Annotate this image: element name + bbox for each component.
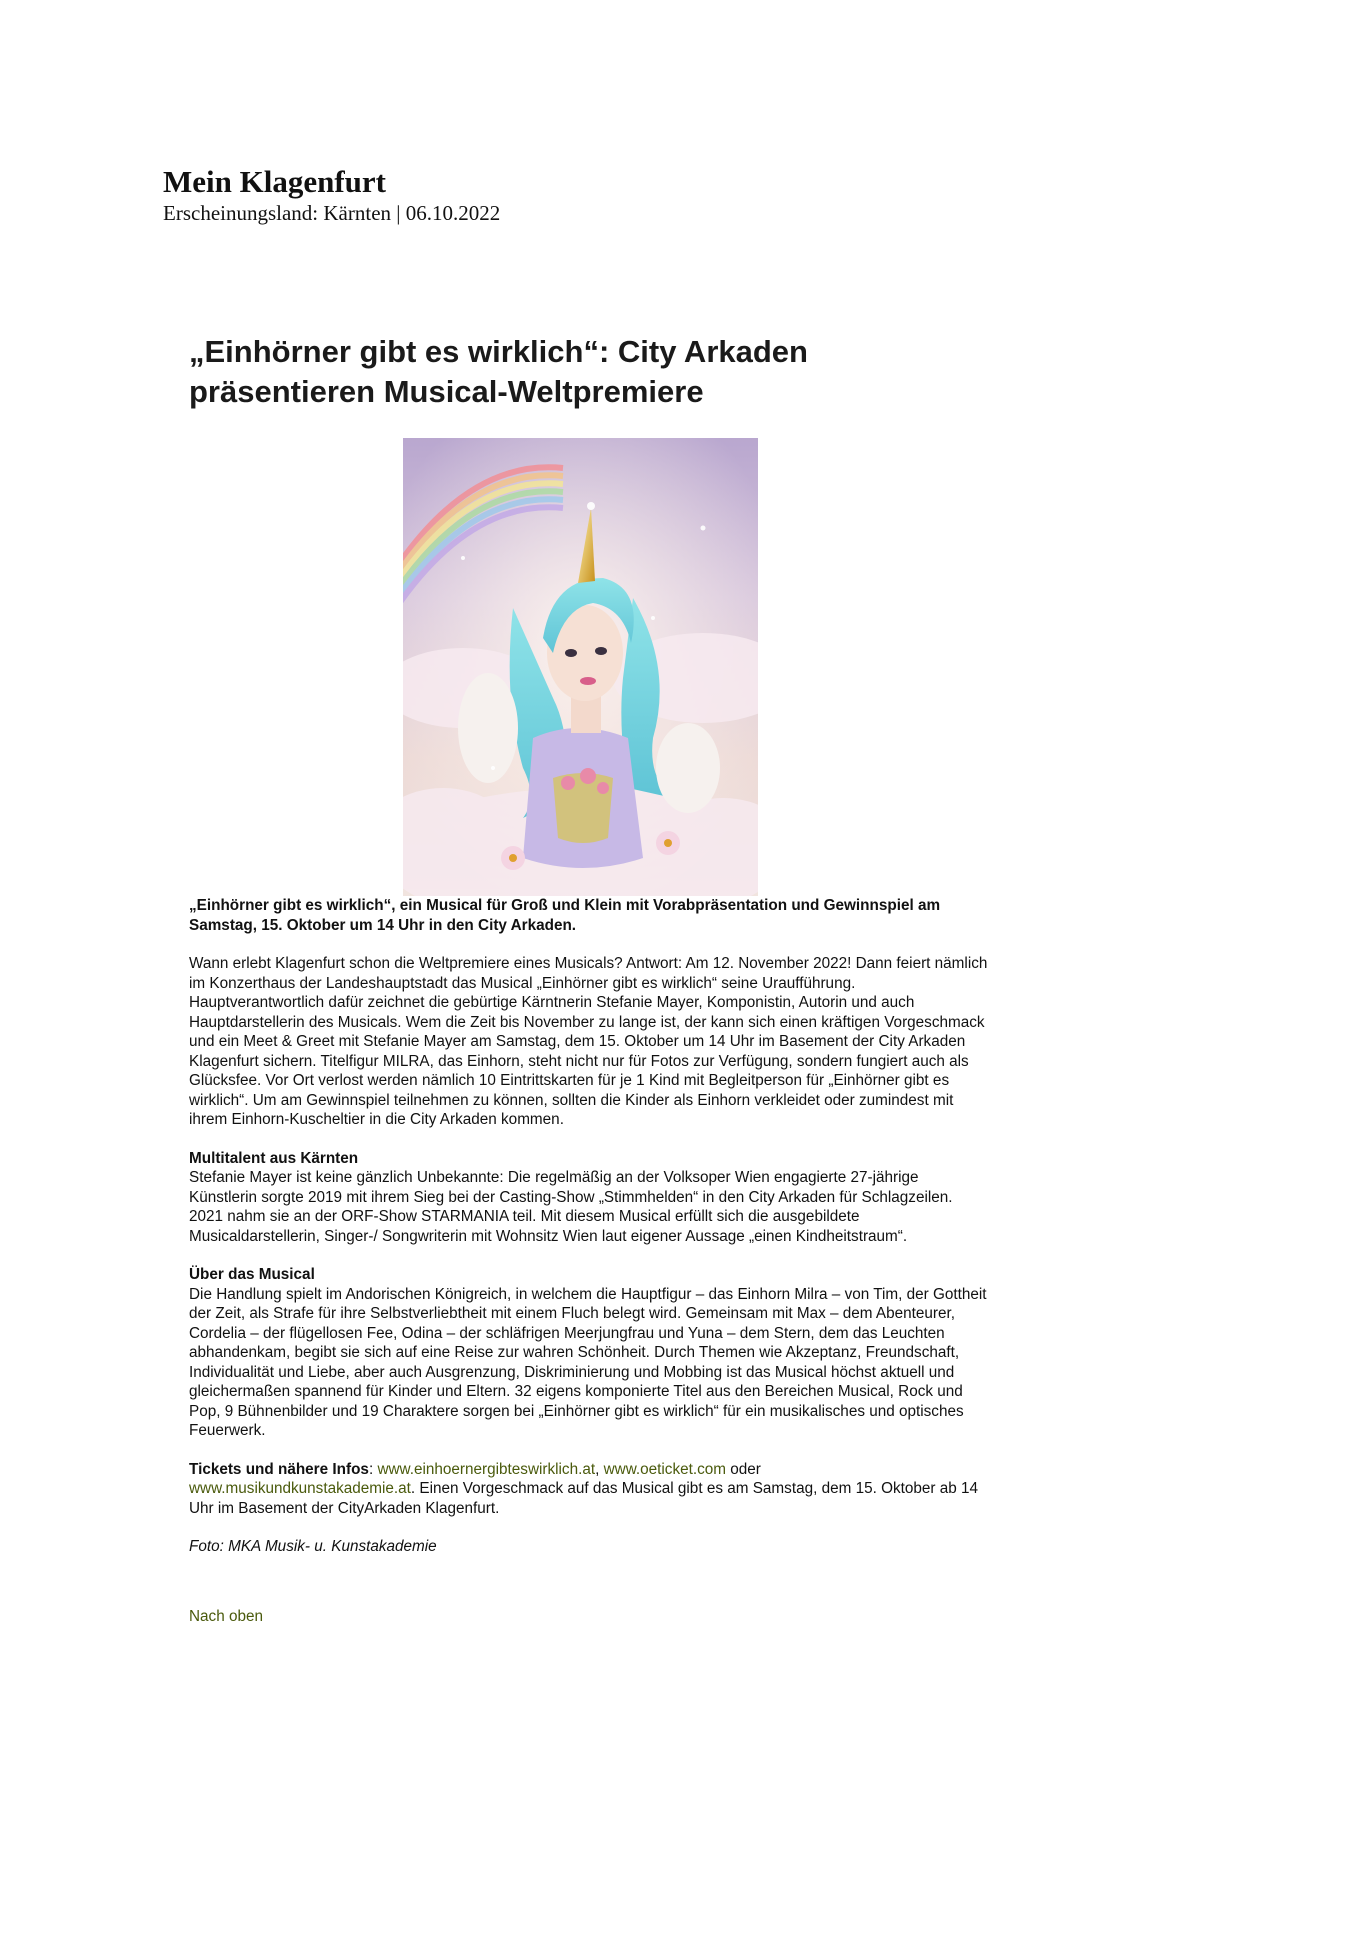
publication-name: Mein Klagenfurt <box>163 164 386 199</box>
article-photo <box>403 438 758 896</box>
tickets-colon: : <box>368 1460 378 1478</box>
tickets-oder: oder <box>726 1460 761 1478</box>
tickets-rest: . Einen Vorgeschmack auf das Musical gibt es am Samstag, dem 15. Oktober ab 14 Uhr im Basement der CityArkaden Klagenfurt. <box>189 1480 979 1517</box>
article-intro: Wann erlebt Klagenfurt schon die Weltpremiere eines Musicals? Antwort: Am 12. November 2022! Dann feiert nämlich im Konzerthaus der Landeshauptstadt das Musical „Einhörner gibt es wirklich“ seine Uraufführung. Hauptverantwortlich dafür zeichnet die gebürtige Kärntnerin Stefanie Mayer, Komponistin, Autorin und auch Hauptdarstellerin des Musicals. Wem die Zeit bis November zu lange ist, der kann sich einen kräftigen Vorgeschmack und ein Meet & Greet mit Stefanie Mayer am Samstag, dem 15. Oktober um 14 Uhr im Basement der City Arkaden Klagenfurt sichern. Titelfigur MILRA, das Einhorn, steht nicht nur für Fotos zur Verfügung, sondern fungiert auch als Glücksfee. Vor Ort verlost werden nämlich 10 Eintrittskarten für je 1 Kind mit Begleitperson für „Einhörner gibt es wirklich“. Um am Gewinnspiel teilnehmen zu können, sollten die Kinder als Einhorn verkleidet oder zumindest mit ihrem Einhorn-Kuscheltier in die City Arkaden kommen. <box>189 955 988 1128</box>
link-oeticket[interactable]: www.oeticket.com <box>603 1460 727 1478</box>
tickets-label: Tickets und nähere Infos <box>189 1460 369 1478</box>
section-body-musical: Die Handlung spielt im Andorischen Königreich, in welchem die Hauptfigur – das Einhorn Milra – von Tim, der Gottheit der Zeit, als Strafe für ihre Selbstverliebtheit mit einem Fluch belegt wird. Gemeinsam mit Max – dem Abenteurer, Cordelia – der flügellosen Fee, Odina – der schläfrigen Meerjungfrau und Yuna – dem Stern, dem das Leuchten abhandenkam, begibt sie sich auf eine Reise zur wahren Schönheit. Durch Themen wie Akzeptanz, Freundschaft, Individualität und Liebe, aber auch Ausgrenzung, Diskriminierung und Mobbing ist das Musical höchst aktuell und gleichermaßen spannend für Kinder und Eltern. 32 eigens komponierte Titel aus den Bereichen Musical, Rock und Pop, 9 Bühnenbilder und 19 Charaktere sorgen bei „Einhörner gibt es wirklich“ für ein musikalisches und optisches Feuerwerk. <box>189 1285 987 1439</box>
section-heading-multitalent: Multitalent aus Kärnten <box>189 1149 359 1167</box>
section-heading-musical: Über das Musical <box>189 1266 315 1283</box>
tickets-paragraph <box>189 1460 989 1519</box>
masthead <box>163 164 500 226</box>
section-body-multitalent: Stefanie Mayer ist keine gänzlich Unbekannte: Die regelmäßig an der Volksoper Wien engagierte 27-jährige Künstlerin sorgte 2019 mit ihrem Sieg bei der Casting-Show „Stimmhelden“ in den City Arkaden für Schlagzeilen. 2021 nahm sie an der ORF-Show STARMANIA teil. Mit diesem Musical erfüllt sich die ausgebildete Musicaldarstellerin, Singer-/ Songwriterin mit Wohnsitz Wien laut eigener Aussage „einen Kindheitstraum“. <box>189 1169 953 1245</box>
article-headline: „Einhörner gibt es wirklich“: City Arkaden präsentieren Musical-Weltpremiere <box>189 334 808 409</box>
article <box>189 332 989 1626</box>
publication-meta: Erscheinungsland: Kärnten | 06.10.2022 <box>163 201 501 225</box>
tickets-comma: , <box>595 1460 604 1478</box>
photo-credit: Foto: MKA Musik- u. Kunstakademie <box>189 1538 437 1555</box>
link-musikundkunstakademie[interactable]: www.musikundkunstakademie.at <box>189 1480 411 1497</box>
article-lead: „Einhörner gibt es wirklich“, ein Musical für Groß und Klein mit Vorabpräsentation und Gewinnspiel am Samstag, 15. Oktober um 14 Uhr in den City Arkaden. <box>189 897 941 934</box>
link-einhoernergibteswirklich[interactable]: www.einhoernergibteswirklich.at <box>377 1460 596 1478</box>
back-to-top-link[interactable]: Nach oben <box>189 1607 263 1625</box>
unicorn-illustration <box>403 438 758 896</box>
